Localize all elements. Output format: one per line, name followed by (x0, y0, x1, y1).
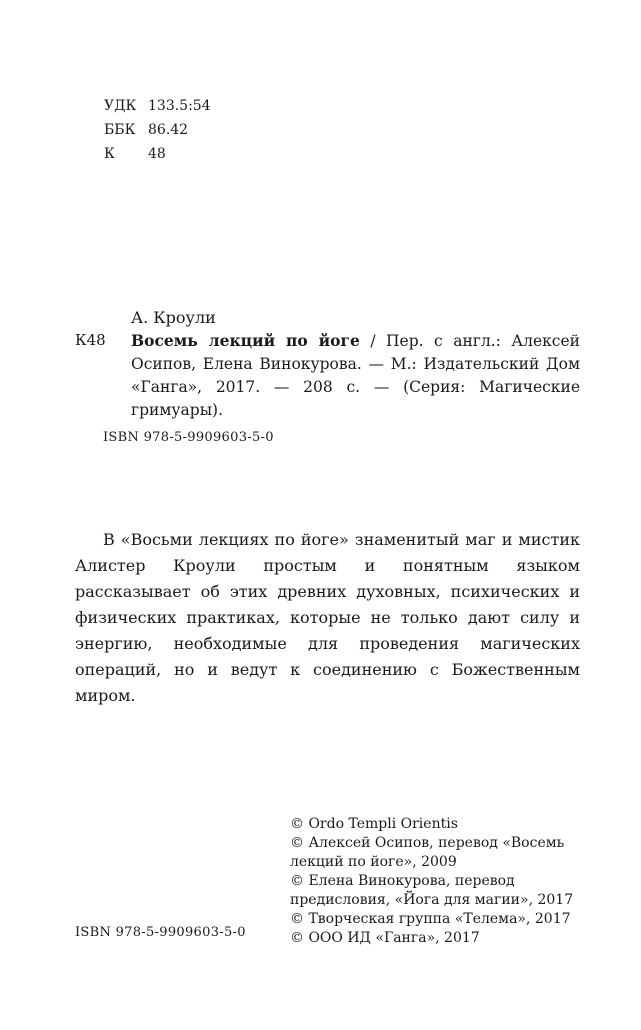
book-title: Восемь лекций по йоге (131, 331, 360, 350)
author-mark-value: 48 (148, 146, 166, 162)
author-code: К48 (75, 331, 106, 349)
copyright-line: © ООО ИД «Ганга», 2017 (290, 930, 480, 946)
bbk-label: ББК (104, 122, 136, 138)
udk-row (104, 94, 211, 118)
classification-codes (104, 94, 211, 166)
isbn-entry: ISBN 978-5-9909603-5-0 (103, 430, 274, 445)
annotation-text: В «Восьми лекциях по йоге» знаменитый маг и мистик Алистер Кроули простым и понятным языком рассказывает об этих древних духовных, психических и физических практиках, которые не только дают силу и энергию, необходимые для проведения магических операций, но и ведут к соединению с Божественным миром. (75, 530, 580, 705)
bbk-value: 86.42 (148, 122, 189, 138)
author-mark-label: К (104, 146, 115, 162)
copyright-list (290, 815, 586, 948)
isbn-footer: ISBN 978-5-9909603-5-0 (75, 925, 246, 940)
copyright-line: © Алексей Осипов, перевод «Восемь лекций по йоге», 2009 (290, 835, 565, 870)
author-mark-row (104, 142, 211, 166)
udk-value: 133.5:54 (148, 98, 211, 114)
copyright-line: © Ordo Templi Orientis (290, 816, 458, 832)
copyright-line: © Творческая группа «Телема», 2017 (290, 911, 571, 927)
copyright-line: © Елена Винокурова, перевод предисловия, «Йога для магии», 2017 (290, 873, 574, 908)
bibliographic-entry (75, 306, 580, 449)
publication-details: / Пер. с англ.: Алексей Осипов, Елена Винокурова. — М.: Издательский Дом «Ганга», 2017. — 208 с. — (Серия: Магические гримуары). (131, 332, 580, 419)
bbk-row (104, 118, 211, 142)
entry-text (131, 329, 580, 422)
udk-label: УДК (104, 98, 137, 114)
author-name: А. Кроули (131, 308, 216, 327)
entry-body (75, 329, 580, 422)
